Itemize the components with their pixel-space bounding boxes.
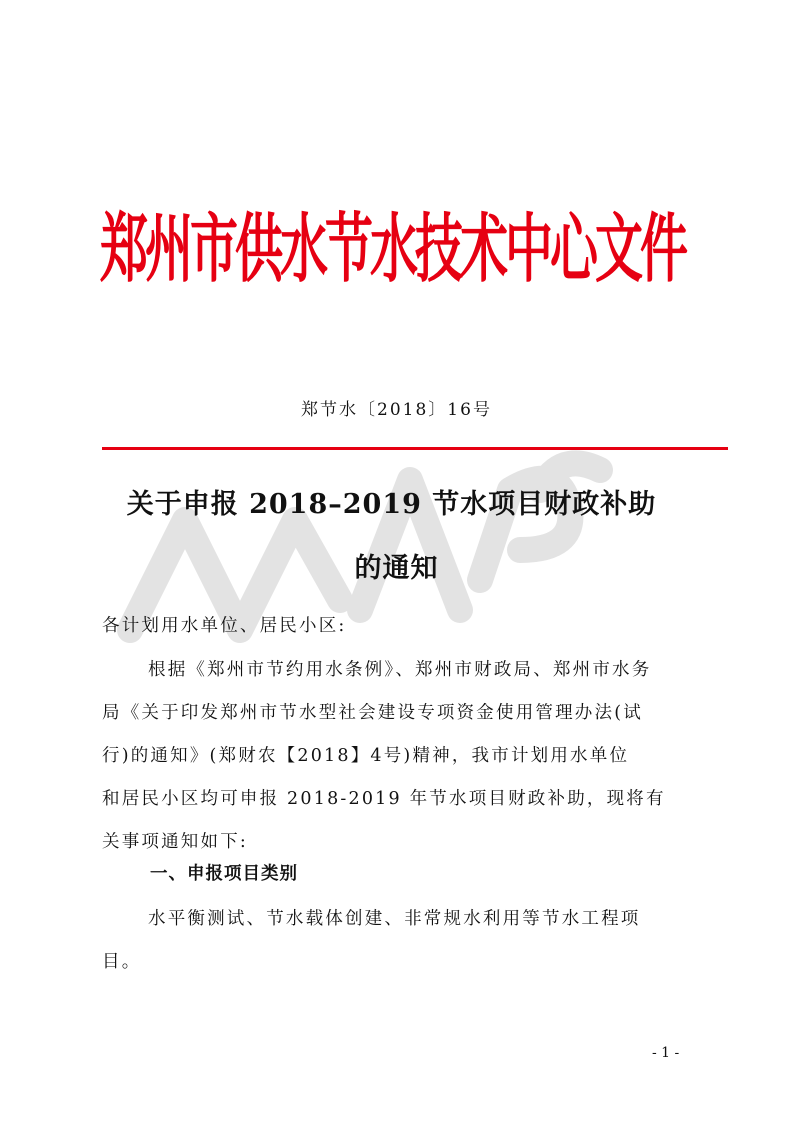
paragraph-line: 和居民小区均可申报 2018-2019 年节水项目财政补助，现将有 xyxy=(102,789,666,809)
masthead-title: 郑州市供水节水技术中心文件 xyxy=(100,206,686,294)
document-number: 郑节水〔2018〕16号 xyxy=(301,400,492,420)
paragraph-line: 关事项通知如下: xyxy=(102,832,248,852)
section-heading: 一、申报项目类别 xyxy=(150,864,298,884)
page-number: - 1 - xyxy=(652,1045,680,1061)
section-text-line: 水平衡测试、节水载体创建、非常规水利用等节水工程项 xyxy=(148,909,641,929)
document-title-line-2: 的通知 xyxy=(354,553,439,584)
section-text-line: 目。 xyxy=(102,952,142,972)
document-title-line-1: 关于申报 2018–2019 节水项目财政补助 xyxy=(126,489,657,520)
paragraph-line: 局《关于印发郑州市节水型社会建设专项资金使用管理办法(试 xyxy=(102,703,643,723)
paragraph-line: 行)的通知》(郑财农【2018】4号)精神，我市计划用水单位 xyxy=(102,746,630,766)
paragraph-line: 根据《郑州市节约用水条例》、郑州市财政局、郑州市水务 xyxy=(148,660,652,680)
red-divider-line xyxy=(102,447,728,450)
salutation: 各计划用水单位、居民小区: xyxy=(102,616,347,636)
watermark-logo xyxy=(90,380,650,700)
